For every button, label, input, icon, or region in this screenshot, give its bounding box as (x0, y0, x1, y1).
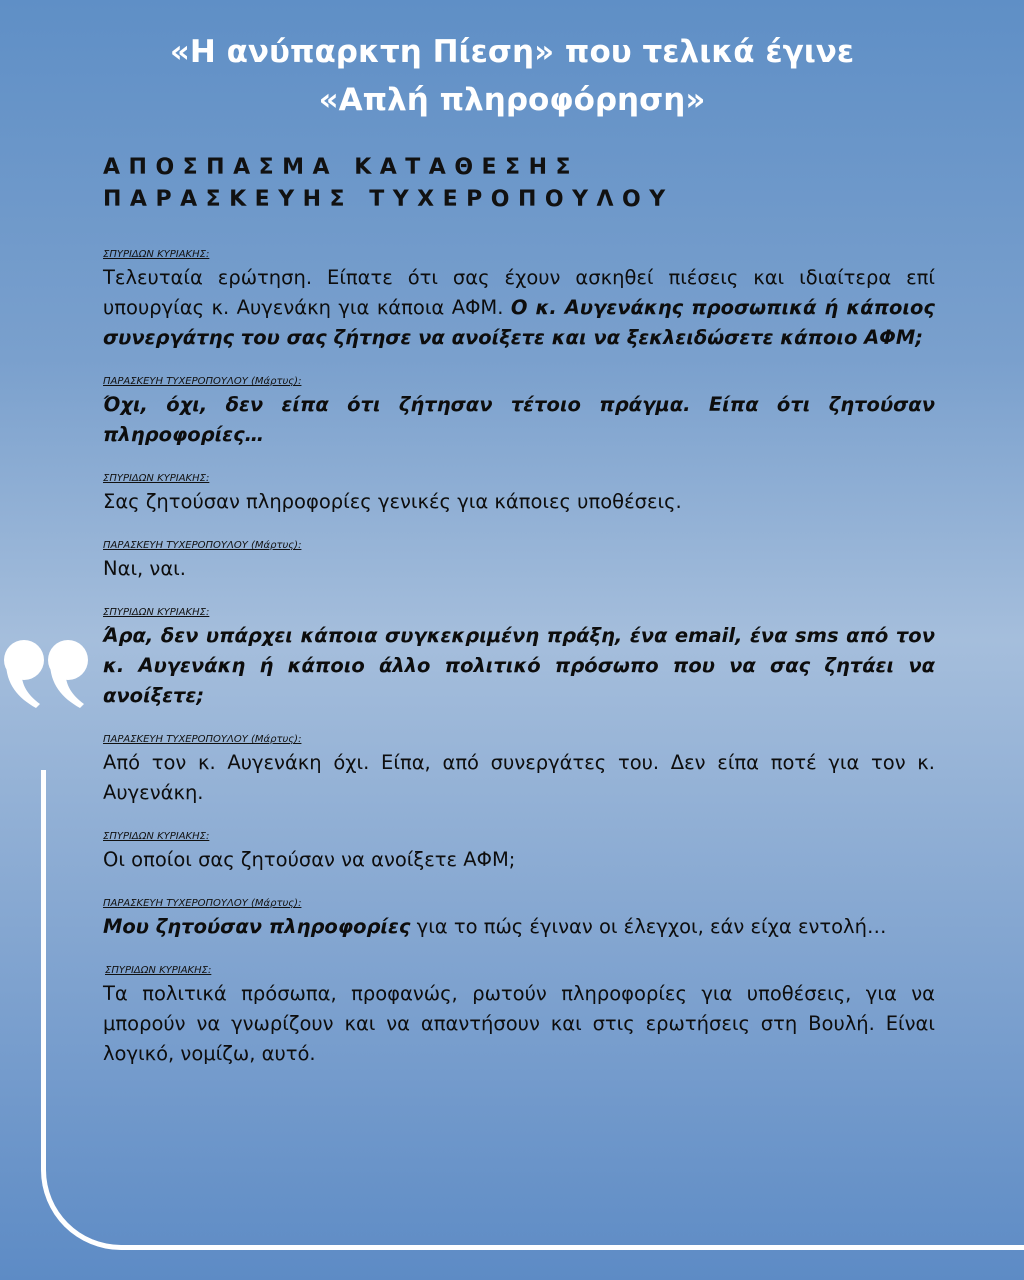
title-line-1: «Η ανύπαρκτη Πίεση» που τελικά έγινε (169, 34, 855, 70)
document-subtitle (103, 152, 674, 216)
speaker-label: ΣΠΥΡΙΔΩΝ ΚΥΡΙΑΚΗΣ: (103, 831, 210, 842)
transcript-entry (103, 830, 935, 875)
speaker-label: ΣΠΥΡΙΔΩΝ ΚΥΡΙΑΚΗΣ: (103, 473, 210, 484)
transcript-entry (103, 897, 935, 942)
page-title (0, 28, 1024, 124)
entry-text-plain: Ναι, ναι. (103, 557, 186, 580)
entry-text-plain: Οι οποίοι σας ζητούσαν να ανοίξετε ΑΦΜ; (103, 848, 516, 871)
speaker-label: ΣΠΥΡΙΔΩΝ ΚΥΡΙΑΚΗΣ: (105, 965, 212, 976)
entry-text-emphasis: Όχι, όχι, δεν είπα ότι ζήτησαν τέτοιο πράγμα. Είπα ότι ζητούσαν πληροφορίες… (103, 393, 935, 446)
speaker-label: ΠΑΡΑΣΚΕΥΗ ΤΥΧΕΡΟΠΟΥΛΟΥ (Μάρτυς): (103, 734, 302, 745)
entry-text (103, 979, 935, 1069)
title-line-2: «Απλή πληροφόρηση» (318, 82, 706, 118)
subtitle-line-1: ΑΠΟΣΠΑΣΜΑ ΚΑΤΑΘΕΣΗΣ (103, 155, 580, 180)
entry-text-plain: Τα πολιτικά πρόσωπα, προφανώς, ρωτούν πληροφορίες για υποθέσεις, για να μπορούν να γνωρίζουν και να απαντήσουν και στις ερωτήσεις στη Βουλή. Είναι λογικό, νομίζω, αυτό. (103, 982, 935, 1065)
quote-open-icon (0, 622, 96, 718)
entry-text-emphasis: Ο κ. Αυγενάκης προσωπικά ή κάποιος συνεργάτης του σας ζήτησε να ανοίξετε και να ξεκλειδώσετε κάποιο ΑΦΜ; (103, 296, 935, 349)
entry-text-plain: Από τον κ. Αυγενάκη όχι. Είπα, από συνεργάτες του. Δεν είπα ποτέ για τον κ. Αυγενάκη. (103, 751, 935, 804)
entry-text-plain: για το πώς έγιναν οι έλεγχοι, εάν είχα εντολή… (410, 915, 887, 938)
subtitle-line-2: ΠΑΡΑΣΚΕΥΗΣ ΤΥΧΕΡΟΠΟΥΛΟΥ (103, 187, 674, 212)
entry-text (103, 390, 935, 450)
entry-text-emphasis: Άρα, δεν υπάρχει κάποια συγκεκριμένη πράξη, ένα email, ένα sms από τον κ. Αυγενάκη ή κάποιο άλλο πολιτικό πρόσωπο που να σας ζητάει να ανοίξετε; (103, 624, 935, 707)
entry-text (103, 263, 935, 353)
entry-text (103, 487, 935, 517)
entry-text (103, 912, 935, 942)
speaker-label: ΠΑΡΑΣΚΕΥΗ ΤΥΧΕΡΟΠΟΥΛΟΥ (Μάρτυς): (103, 540, 302, 551)
testimony-transcript (103, 248, 935, 1091)
entry-text (103, 748, 935, 808)
speaker-label: ΠΑΡΑΣΚΕΥΗ ΤΥΧΕΡΟΠΟΥΛΟΥ (Μάρτυς): (103, 898, 302, 909)
speaker-label: ΣΠΥΡΙΔΩΝ ΚΥΡΙΑΚΗΣ: (103, 607, 210, 618)
entry-text (103, 621, 935, 711)
speaker-label: ΠΑΡΑΣΚΕΥΗ ΤΥΧΕΡΟΠΟΥΛΟΥ (Μάρτυς): (103, 376, 302, 387)
transcript-entry (103, 964, 935, 1069)
transcript-entry (103, 539, 935, 584)
transcript-entry (103, 375, 935, 450)
entry-text (103, 554, 935, 584)
entry-text-plain: Σας ζητούσαν πληροφορίες γενικές για κάποιες υποθέσεις. (103, 490, 682, 513)
entry-text-plain: Τελευταία ερώτηση. Είπατε ότι σας έχουν ασκηθεί πιέσεις και ιδιαίτερα επί υπουργίας κ. Αυγενάκη για κάποια ΑΦΜ. (103, 266, 935, 319)
entry-text (103, 845, 935, 875)
transcript-entry (103, 733, 935, 808)
transcript-entry (103, 472, 935, 517)
speaker-label: ΣΠΥΡΙΔΩΝ ΚΥΡΙΑΚΗΣ: (103, 249, 210, 260)
entry-text-emphasis: Μου ζητούσαν πληροφορίες (103, 915, 411, 938)
transcript-entry (103, 606, 935, 711)
transcript-entry (103, 248, 935, 353)
